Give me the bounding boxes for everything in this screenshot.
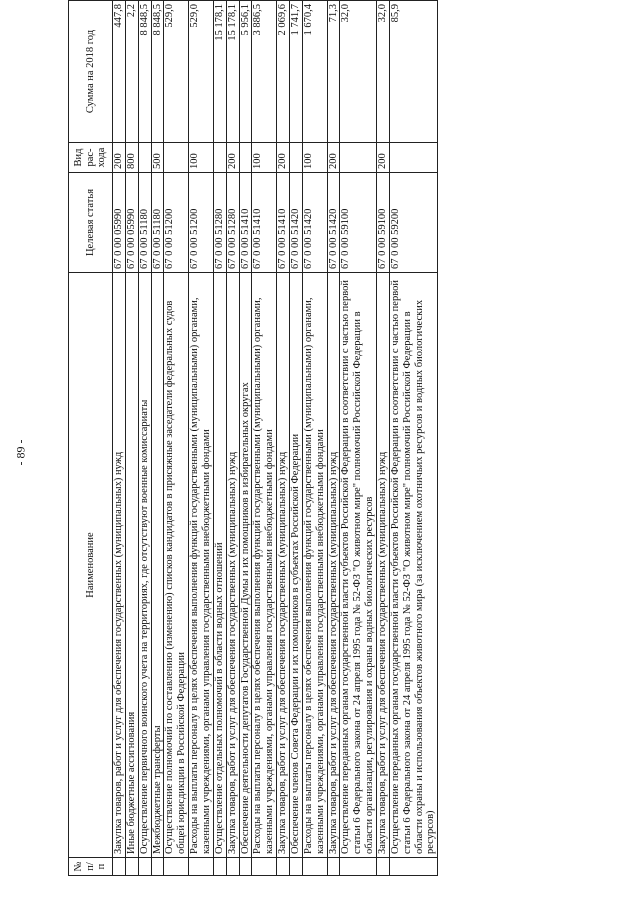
row-name: Осуществление переданных органам государственной власти субъектов Российской Федерации в соответствии с частью первой статьи 6 Федерального закона от 24 апреля 1995 года № 52-ФЗ "О животном мире" полномочий Российской Федерации в области организации, регулирования и охраны водных биологических ресурсов [340, 273, 377, 858]
row-code: 67 0 00 51420 [290, 173, 303, 273]
table-row [226, 1, 239, 876]
table-row [213, 1, 226, 876]
row-vid [213, 143, 226, 173]
row-code: 67 0 00 51200 [164, 173, 189, 273]
row-sum: 8 848,5 [151, 1, 164, 143]
row-vid: 800 [125, 143, 138, 173]
row-num [138, 858, 151, 876]
row-vid: 100 [252, 143, 277, 173]
row-code: 67 0 00 51410 [239, 173, 252, 273]
budget-table [68, 0, 438, 876]
table-row [377, 1, 390, 876]
table-row [151, 1, 164, 876]
row-sum: 8 848,5 [138, 1, 151, 143]
row-sum: 5 956,1 [239, 1, 252, 143]
row-sum: 529,0 [189, 1, 214, 143]
row-vid [340, 143, 377, 173]
row-num [239, 858, 252, 876]
table-row [164, 1, 189, 876]
row-name: Обеспечение членов Совета Федерации и их помощников в субъектах Российской Федерации [290, 273, 303, 858]
document-page [68, 0, 573, 905]
row-name: Межбюджетные трансферты [151, 273, 164, 858]
row-vid [138, 143, 151, 173]
row-name: Иные бюджетные ассигнования [125, 273, 138, 858]
row-sum: 1 670,4 [302, 1, 327, 143]
row-vid: 200 [277, 143, 290, 173]
row-name: Расходы на выплаты персоналу в целях обеспечения выполнения функций государственными (муниципальными) органами, казенными учреждениями, органами управления государственными внебюджетными фондами [252, 273, 277, 858]
row-code: 67 0 00 59200 [389, 173, 437, 273]
row-code: 67 0 00 51420 [302, 173, 327, 273]
row-num [389, 858, 437, 876]
header-code: Целевая статья [69, 173, 113, 273]
row-sum: 447,8 [113, 1, 126, 143]
row-code: 67 0 00 51180 [138, 173, 151, 273]
row-name: Обеспечение деятельности депутатов Государственной Думы и их помощников в избирательных округах [239, 273, 252, 858]
row-num [290, 858, 303, 876]
row-code: 67 0 00 51410 [252, 173, 277, 273]
row-sum: 15 178,1 [226, 1, 239, 143]
table-row [239, 1, 252, 876]
table-row [138, 1, 151, 876]
row-code: 67 0 00 51280 [213, 173, 226, 273]
row-code: 67 0 00 51180 [151, 173, 164, 273]
row-vid [164, 143, 189, 173]
table-row [277, 1, 290, 876]
header-vid: Вид рас-хода [69, 143, 113, 173]
row-vid: 200 [327, 143, 340, 173]
row-vid: 100 [189, 143, 214, 173]
row-sum: 2 069,6 [277, 1, 290, 143]
row-name: Закупка товаров, работ и услуг для обеспечения государственных (муниципальных) нужд [113, 273, 126, 858]
row-sum: 1 741,7 [290, 1, 303, 143]
table-row [125, 1, 138, 876]
row-code: 67 0 00 59100 [377, 173, 390, 273]
row-name: Закупка товаров, работ и услуг для обеспечения государственных (муниципальных) нужд [377, 273, 390, 858]
row-num [213, 858, 226, 876]
table-row [389, 1, 437, 876]
row-name: Закупка товаров, работ и услуг для обеспечения государственных (муниципальных) нужд [226, 273, 239, 858]
row-num [277, 858, 290, 876]
row-vid: 500 [151, 143, 164, 173]
row-name: Осуществление полномочий по составлению (изменению) списков кандидатов в присяжные заседатели федеральных судов общей юрисдикции в Российской Федерации [164, 273, 189, 858]
table-row [302, 1, 327, 876]
row-code: 67 0 00 51410 [277, 173, 290, 273]
row-num [340, 858, 377, 876]
table-row [113, 1, 126, 876]
row-vid [389, 143, 437, 173]
row-num [151, 858, 164, 876]
row-vid [239, 143, 252, 173]
row-sum: 71,3 [327, 1, 340, 143]
row-code: 67 0 00 59100 [340, 173, 377, 273]
table-header-row [69, 1, 113, 876]
row-num [125, 858, 138, 876]
table-row [252, 1, 277, 876]
header-sum: Сумма на 2018 год [69, 1, 113, 143]
row-num [189, 858, 214, 876]
row-name: Закупка товаров, работ и услуг для обеспечения государственных (муниципальных) нужд [327, 273, 340, 858]
header-num: № п/п [69, 858, 113, 876]
row-sum: 32,0 [377, 1, 390, 143]
row-sum: 2,2 [125, 1, 138, 143]
header-name: Наименование [69, 273, 113, 858]
row-code: 67 0 00 51200 [189, 173, 214, 273]
row-name: Закупка товаров, работ и услуг для обеспечения государственных (муниципальных) нужд [277, 273, 290, 858]
row-num [113, 858, 126, 876]
table-row [189, 1, 214, 876]
row-code: 67 0 00 51280 [226, 173, 239, 273]
row-num [327, 858, 340, 876]
row-sum: 529,0 [164, 1, 189, 143]
row-num [252, 858, 277, 876]
row-num [226, 858, 239, 876]
row-vid: 100 [302, 143, 327, 173]
row-name: Расходы на выплаты персоналу в целях обеспечения выполнения функций государственными (муниципальными) органами, казенными учреждениями, органами управления государственными внебюджетными фондами [302, 273, 327, 858]
page-number-strip [0, 0, 42, 905]
row-sum: 3 886,5 [252, 1, 277, 143]
page-number: - 89 - [13, 439, 28, 466]
row-code: 67 0 00 51420 [327, 173, 340, 273]
row-name: Расходы на выплаты персоналу в целях обеспечения выполнения функций государственными (муниципальными) органами, казенными учреждениями, органами управления государственными внебюджетными фондами [189, 273, 214, 858]
row-num [302, 858, 327, 876]
row-vid: 200 [113, 143, 126, 173]
row-code: 67 0 00 05990 [113, 173, 126, 273]
row-num [377, 858, 390, 876]
row-name: Осуществление переданных органам государственной власти субъектов Российской Федерации в соответствии с частью первой статьи 6 Федерального закона от 24 апреля 1995 года № 52-ФЗ "О животном мире" полномочий Российской Федерации в области охраны и использования объектов животного мира (за исключением охотничьих ресурсов и водных биологических ресурсов) [389, 273, 437, 858]
rotated-table-container [68, 1, 573, 876]
row-num [164, 858, 189, 876]
row-code: 67 0 00 05990 [125, 173, 138, 273]
row-vid [290, 143, 303, 173]
table-row [340, 1, 377, 876]
row-sum: 32,0 [340, 1, 377, 143]
table-row [327, 1, 340, 876]
row-vid: 200 [377, 143, 390, 173]
row-name: Осуществление отдельных полномочий в области водных отношений [213, 273, 226, 858]
row-name: Осуществление первичного воинского учета на территориях, где отсутствуют военные комиссариаты [138, 273, 151, 858]
row-vid: 200 [226, 143, 239, 173]
row-sum: 15 178,1 [213, 1, 226, 143]
row-sum: 85,9 [389, 1, 437, 143]
table-row [290, 1, 303, 876]
